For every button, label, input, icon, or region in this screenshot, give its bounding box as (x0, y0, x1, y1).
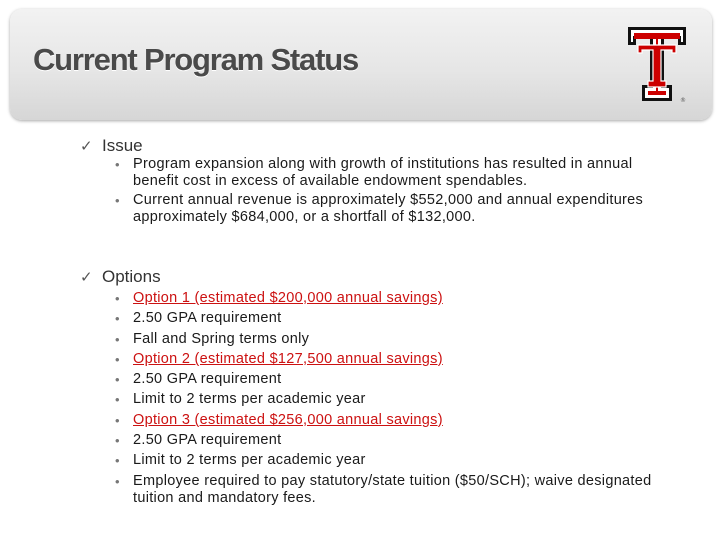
option-bullet: • Employee required to pay statutory/state tuition ($50/SCH); waive designated tuition and mandatory fees. (115, 473, 675, 507)
registered-mark: ® (680, 97, 686, 103)
issue-heading (80, 136, 143, 156)
double-t-logo-icon (626, 25, 688, 103)
option-1-link[interactable]: • Option 1 (estimated $200,000 annual savings) (115, 290, 675, 307)
issue-bullet: • Program expansion along with growth of institutions has resulted in annual benefit cost in excess of available endowment spendables. (115, 156, 675, 190)
options-bullet-list (115, 290, 675, 510)
options-heading (80, 267, 161, 287)
issue-bullet: • Current annual revenue is approximately $552,000 and annual expenditures approximately $684,000, or a shortfall of $132,000. (115, 192, 675, 226)
option-bullet: • Fall and Spring terms only (115, 331, 675, 348)
option-bullet: • 2.50 GPA requirement (115, 371, 675, 388)
options-heading-label: Options (102, 267, 161, 286)
page-title: Current Program Status (33, 42, 358, 77)
option-bullet: • Limit to 2 terms per academic year (115, 391, 675, 408)
option-3-link[interactable]: • Option 3 (estimated $256,000 annual savings) (115, 412, 675, 429)
checkmark-icon: ✓ (80, 269, 93, 286)
issue-heading-label: Issue (102, 136, 143, 155)
checkmark-icon: ✓ (80, 138, 93, 155)
option-bullet: • 2.50 GPA requirement (115, 310, 675, 327)
option-bullet: • Limit to 2 terms per academic year (115, 452, 675, 469)
option-2-link[interactable]: • Option 2 (estimated $127,500 annual savings) (115, 351, 675, 368)
issue-bullet-list (115, 156, 675, 228)
option-bullet: • 2.50 GPA requirement (115, 432, 675, 449)
